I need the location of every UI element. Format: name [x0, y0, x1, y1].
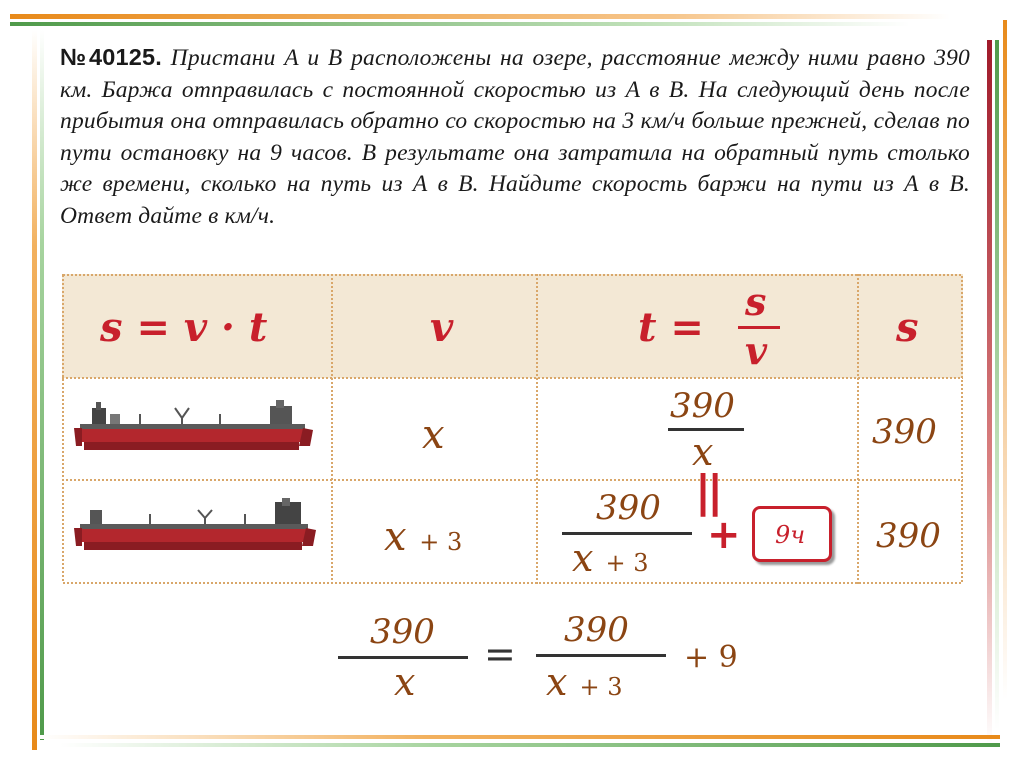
row2-distance: 390: [876, 516, 941, 556]
eq-right-fraction-bar: [536, 654, 666, 657]
final-equation: [330, 606, 770, 716]
eq-left-denominator: x: [394, 660, 416, 704]
eq-right-den-x: x: [546, 660, 568, 704]
row1-time-denominator: x: [692, 430, 714, 474]
barge-icon: [70, 498, 320, 558]
frame-bottom-green: [60, 743, 1000, 747]
barge-icon: [70, 400, 320, 460]
row2-plus-sign: +: [707, 512, 741, 558]
eq-right-numerator: 390: [564, 610, 629, 650]
eq-right-den-plus: + 3: [579, 673, 623, 701]
equal-time-marker: ||: [695, 466, 720, 517]
header-t-numerator: s: [745, 279, 767, 324]
row2-time-denominator: [572, 536, 649, 580]
eq-right-denominator: [546, 660, 623, 704]
problem-number: №40125.: [60, 44, 163, 70]
frame-top-orange: [10, 14, 950, 19]
problem-text: [60, 42, 970, 232]
row2-speed: [384, 514, 462, 560]
row2-time-den-x: x: [572, 536, 594, 580]
row1-distance: 390: [872, 412, 937, 452]
solution-table: [62, 274, 963, 584]
row2-time-fraction-bar: [562, 532, 692, 535]
row1-speed: x: [422, 412, 445, 458]
frame-right-red: [987, 40, 992, 745]
eq-left-numerator: 390: [370, 612, 435, 652]
stop-time-label: 9ч: [775, 521, 806, 549]
frame-left-green: [40, 30, 44, 740]
header-t-label: t =: [638, 304, 704, 351]
header-v: v: [430, 304, 454, 351]
stop-time-badge: [752, 506, 832, 562]
frame-top-green: [10, 22, 910, 26]
frame-right-green: [995, 40, 999, 730]
row1-time-numerator: 390: [670, 386, 735, 426]
header-formula: s = v · t: [100, 304, 268, 351]
eq-equals-sign: =: [484, 632, 516, 676]
header-s: s: [896, 304, 919, 351]
problem-body: Пристани А и В расположены на озере, расстояние между ними равно 390 км. Баржа отправилась с постоянной скоростью из А в В. На следующий день после прибытия она отправилась обратно со скоростью на 3 км/ч больше прежней, сделав по пути остановку на 9 часов. В результате она затратила на обратный путь столько же времени, сколько на путь из А в В. Найдите скорость баржи на пути из А в В. Ответ дайте в км/ч.: [60, 45, 970, 229]
header-t-denominator: v: [745, 328, 768, 373]
frame-bottom-orange: [40, 735, 1000, 739]
frame-left-orange: [32, 30, 37, 750]
row2-speed-x: x: [384, 514, 407, 560]
row2-time-den-plus: + 3: [605, 549, 649, 577]
row2-time-numerator: 390: [596, 488, 661, 528]
eq-left-fraction-bar: [338, 656, 468, 659]
eq-tail: + 9: [684, 640, 738, 675]
frame-right-orange: [1003, 20, 1007, 700]
row2-speed-plus: + 3: [419, 528, 463, 556]
